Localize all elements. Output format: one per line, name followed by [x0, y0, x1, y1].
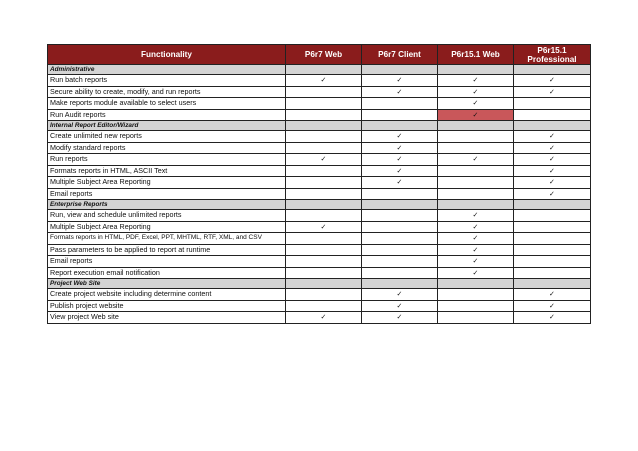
section-empty-cell [362, 279, 438, 289]
section-header-row [48, 279, 591, 289]
checkmark-icon: ✓ [548, 289, 556, 299]
check-cell [286, 233, 362, 245]
checkmark-icon: ✓ [472, 233, 479, 243]
check-cell [438, 267, 514, 279]
table-row [48, 142, 591, 154]
checkmark-icon: ✓ [548, 131, 556, 141]
section-title: Internal Report Editor/Wizard [48, 121, 286, 131]
check-cell [438, 210, 514, 222]
checkmark-icon: ✓ [548, 75, 556, 85]
check-cell [362, 256, 438, 268]
table-row [48, 300, 591, 312]
check-cell [362, 142, 438, 154]
functionality-label: Create project website including determine content [48, 289, 286, 301]
table-row [48, 109, 591, 121]
check-cell [286, 289, 362, 301]
checkmark-icon: ✓ [472, 256, 479, 266]
section-empty-cell [514, 279, 591, 289]
table-row [48, 244, 591, 256]
check-cell [514, 131, 591, 143]
section-empty-cell [362, 121, 438, 131]
check-cell [514, 98, 591, 110]
table-row [48, 221, 591, 233]
checkmark-icon: ✓ [548, 312, 556, 322]
check-cell [514, 289, 591, 301]
check-cell [514, 221, 591, 233]
section-empty-cell [438, 121, 514, 131]
functionality-label: Email reports [48, 188, 286, 200]
check-cell [514, 188, 591, 200]
functionality-label: Multiple Subject Area Reporting [48, 221, 286, 233]
checkmark-icon: ✓ [548, 165, 556, 175]
check-cell [514, 75, 591, 87]
checkmark-icon: ✓ [548, 86, 556, 96]
check-cell [286, 86, 362, 98]
checkmark-icon: ✓ [548, 154, 556, 164]
checkmark-icon: ✓ [472, 98, 479, 108]
section-empty-cell [514, 200, 591, 210]
check-cell [286, 267, 362, 279]
section-empty-cell [438, 200, 514, 210]
check-cell [286, 312, 362, 324]
check-cell [438, 75, 514, 87]
check-cell [286, 131, 362, 143]
table-row [48, 165, 591, 177]
table-row [48, 86, 591, 98]
functionality-label: Report execution email notification [48, 267, 286, 279]
check-cell [514, 86, 591, 98]
check-cell [514, 165, 591, 177]
check-cell [438, 142, 514, 154]
check-cell [362, 188, 438, 200]
check-cell [362, 244, 438, 256]
check-cell [514, 154, 591, 166]
check-cell [362, 98, 438, 110]
checkmark-icon: ✓ [472, 86, 479, 96]
check-cell [438, 131, 514, 143]
functionality-label: Run batch reports [48, 75, 286, 87]
functionality-label: Email reports [48, 256, 286, 268]
check-cell [286, 165, 362, 177]
check-cell [362, 165, 438, 177]
header-p6r7-client: P6r7 Client [362, 45, 438, 65]
checkmark-icon: ✓ [320, 154, 327, 164]
check-cell [514, 244, 591, 256]
table-row [48, 98, 591, 110]
checkmark-icon: ✓ [396, 177, 403, 187]
check-cell [514, 210, 591, 222]
check-cell [438, 289, 514, 301]
checkmark-icon: ✓ [548, 142, 556, 152]
check-cell [514, 142, 591, 154]
check-cell [438, 188, 514, 200]
checkmark-icon: ✓ [396, 131, 403, 141]
header-functionality: Functionality [48, 45, 286, 65]
check-cell [286, 154, 362, 166]
table-row [48, 312, 591, 324]
check-cell [286, 300, 362, 312]
check-cell [362, 289, 438, 301]
check-cell [286, 75, 362, 87]
check-cell [286, 98, 362, 110]
check-cell [514, 109, 591, 121]
section-empty-cell [438, 65, 514, 75]
check-cell [286, 221, 362, 233]
header-p6r15-web: P6r15.1 Web [438, 45, 514, 65]
functionality-label: Run, view and schedule unlimited reports [48, 210, 286, 222]
table-row [48, 289, 591, 301]
check-cell [438, 109, 514, 121]
section-title: Enterprise Reports [48, 200, 286, 210]
checkmark-icon: ✓ [396, 312, 403, 322]
check-cell [514, 177, 591, 189]
checkmark-icon: ✓ [548, 300, 556, 310]
section-title: Project Web Site [48, 279, 286, 289]
check-cell [438, 98, 514, 110]
check-cell [286, 109, 362, 121]
checkmark-icon: ✓ [548, 177, 556, 187]
functionality-label: Multiple Subject Area Reporting [48, 177, 286, 189]
section-empty-cell [438, 279, 514, 289]
checkmark-icon: ✓ [396, 165, 403, 175]
checkmark-icon: ✓ [472, 267, 479, 277]
check-cell [286, 177, 362, 189]
section-title: Administrative [48, 65, 286, 75]
check-cell [514, 300, 591, 312]
check-cell [362, 210, 438, 222]
check-cell [362, 154, 438, 166]
check-cell [286, 142, 362, 154]
check-cell [362, 221, 438, 233]
header-row [48, 45, 591, 65]
check-cell [438, 256, 514, 268]
check-cell [438, 165, 514, 177]
functionality-label: Modify standard reports [48, 142, 286, 154]
functionality-label: Run reports [48, 154, 286, 166]
table-row [48, 267, 591, 279]
checkmark-icon: ✓ [396, 154, 403, 164]
check-cell [438, 244, 514, 256]
check-cell [438, 177, 514, 189]
checkmark-icon: ✓ [548, 188, 556, 198]
header-p6r7-web: P6r7 Web [286, 45, 362, 65]
check-cell [438, 233, 514, 245]
functionality-comparison-table [47, 44, 591, 324]
check-cell [514, 256, 591, 268]
check-cell [286, 210, 362, 222]
functionality-label: Run Audit reports [48, 109, 286, 121]
checkmark-icon: ✓ [472, 244, 479, 254]
functionality-label: Pass parameters to be applied to report at runtime [48, 244, 286, 256]
check-cell [286, 188, 362, 200]
checkmark-icon: ✓ [396, 300, 403, 310]
section-header-row [48, 65, 591, 75]
check-cell [362, 109, 438, 121]
checkmark-icon: ✓ [320, 312, 327, 322]
check-cell [362, 312, 438, 324]
check-cell [514, 233, 591, 245]
table-row [48, 154, 591, 166]
checkmark-icon: ✓ [472, 109, 479, 119]
functionality-label: Create unlimited new reports [48, 131, 286, 143]
check-cell [438, 312, 514, 324]
checkmark-icon: ✓ [320, 221, 327, 231]
checkmark-icon: ✓ [472, 221, 479, 231]
functionality-label: Make reports module available to select users [48, 98, 286, 110]
section-empty-cell [286, 200, 362, 210]
table-row [48, 177, 591, 189]
checkmark-icon: ✓ [396, 75, 403, 85]
functionality-label: Secure ability to create, modify, and run reports [48, 86, 286, 98]
table-row [48, 75, 591, 87]
check-cell [438, 300, 514, 312]
check-cell [438, 86, 514, 98]
check-cell [438, 154, 514, 166]
section-empty-cell [286, 279, 362, 289]
check-cell [514, 312, 591, 324]
table-row [48, 210, 591, 222]
table-row [48, 131, 591, 143]
checkmark-icon: ✓ [396, 142, 403, 152]
checkmark-icon: ✓ [396, 86, 403, 96]
table-body [48, 65, 591, 324]
table-row [48, 188, 591, 200]
check-cell [286, 256, 362, 268]
table-row [48, 233, 591, 245]
check-cell [362, 267, 438, 279]
check-cell [362, 177, 438, 189]
checkmark-icon: ✓ [472, 210, 479, 220]
check-cell [362, 75, 438, 87]
header-p6r15-professional: P6r15.1 Professional [514, 45, 591, 65]
section-empty-cell [362, 200, 438, 210]
functionality-label: Formats reports in HTML, PDF, Excel, PPT, MHTML, RTF, XML, and CSV [48, 233, 286, 245]
check-cell [286, 244, 362, 256]
table-row [48, 256, 591, 268]
check-cell [514, 267, 591, 279]
check-cell [362, 86, 438, 98]
section-empty-cell [514, 65, 591, 75]
check-cell [438, 221, 514, 233]
check-cell [362, 233, 438, 245]
checkmark-icon: ✓ [320, 75, 327, 85]
functionality-label: View project Web site [48, 312, 286, 324]
section-empty-cell [286, 65, 362, 75]
check-cell [362, 131, 438, 143]
functionality-label: Publish project website [48, 300, 286, 312]
section-empty-cell [514, 121, 591, 131]
section-header-row [48, 121, 591, 131]
check-cell [362, 300, 438, 312]
section-header-row [48, 200, 591, 210]
section-empty-cell [362, 65, 438, 75]
functionality-label: Formats reports in HTML, ASCII Text [48, 165, 286, 177]
section-empty-cell [286, 121, 362, 131]
checkmark-icon: ✓ [472, 154, 479, 164]
checkmark-icon: ✓ [472, 75, 479, 85]
checkmark-icon: ✓ [396, 289, 403, 299]
